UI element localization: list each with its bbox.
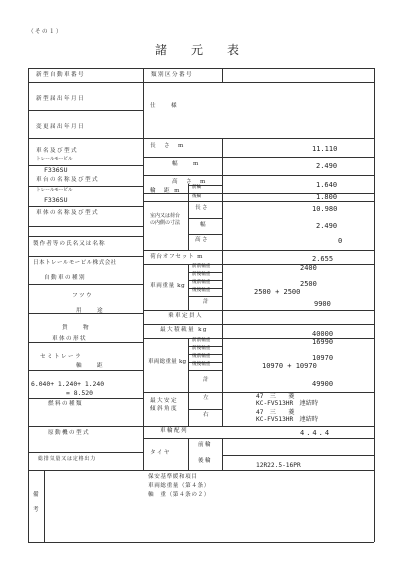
vehicle-weight-label: 車両重量 kg (150, 283, 186, 289)
weight-row1-value: 2400 (300, 264, 317, 272)
stability-left-value: 47 三 菱 (256, 393, 295, 400)
weight-rear-front-label: 後前軸重 (192, 280, 211, 285)
gross-row3-value: 10970 (312, 354, 334, 362)
sheet-number: （その１） (28, 29, 63, 35)
room-width-label: 幅 (200, 222, 207, 228)
tire-label: タイヤ (150, 450, 171, 456)
width-label: 幅 m (172, 161, 200, 167)
length-value: 11.110 (312, 145, 338, 153)
spec-label: 仕 様 (150, 103, 178, 109)
stability-angle-label: 最大安定傾斜角度 (150, 398, 178, 412)
car-type-value: フツウ (72, 293, 93, 299)
stability-right-value: 47 三 菱 (256, 409, 295, 416)
wheel-rear-label: 後輪 (192, 194, 202, 199)
max-load-value: 40000 (312, 330, 334, 338)
axle-value: 6.040+ 1.240+ 1.240 (31, 380, 105, 388)
gross-row1-value: 16990 (312, 338, 334, 346)
car-type-label: 自動車の種別 (44, 275, 86, 281)
gross-rear-front-label: 後前軸重 (192, 354, 211, 359)
wheel-front-label: 前輪 (192, 185, 202, 190)
room-length-value: 10.980 (312, 205, 338, 213)
weight-row4-value: 2500 + 2500 (254, 288, 301, 296)
stability-right-label: 右 (203, 412, 210, 418)
gross-rear-rear-label: 後後軸重 (192, 362, 211, 367)
manufacturer-label: 製作者等の氏名又は名称 (33, 241, 106, 247)
car-maker: トレールモービル (36, 157, 73, 162)
weight-front-front-label: 前前軸重 (192, 264, 211, 269)
notes-line-3: 軸 重（第４条の２） (148, 492, 210, 498)
room-length-label: 長さ (195, 205, 209, 211)
wheel-value: 1.800 (316, 193, 338, 201)
gross-front-front-label: 前前軸重 (192, 338, 211, 343)
weight-front-rear-label: 前後軸重 (192, 272, 211, 277)
gross-front-rear-label: 前後軸重 (192, 346, 211, 351)
offset-label: 荷台オフセット m (150, 254, 204, 260)
car-model: F336SU (44, 166, 68, 174)
usage-value: 貨 物 (62, 325, 90, 331)
notes-line-1: 保安基準緩和項目 (148, 474, 198, 480)
tire-rear-label: 後輪 (198, 458, 212, 464)
tire-front-label: 前輪 (198, 442, 212, 448)
room-width-value: 2.490 (316, 222, 338, 230)
notes-line-2: 車両総重量（第４条） (148, 483, 210, 489)
stability-left-vehicle: KC-FV513HR 連結時 (256, 400, 319, 407)
stability-left-label: 左 (203, 395, 210, 401)
tire-value: 12R22.5-16PR (256, 462, 301, 469)
offset-value: 2.655 (312, 255, 334, 263)
body-shape-label: 車体の形状 (52, 336, 87, 342)
weight-total-value: 9900 (314, 300, 331, 308)
shingata-number-label: 新型自動車番号 (36, 72, 85, 78)
gross-total-value: 49900 (312, 380, 334, 388)
max-load-label: 最大積載量 kg (160, 327, 208, 333)
usage-label: 用 途 (76, 308, 104, 314)
room-dimension-label: 室内又は荷台の内側の寸法 (150, 213, 181, 226)
wheel-arrangement-value: 4.4.4 (300, 429, 332, 437)
weight-rear-rear-label: 後後軸重 (192, 288, 211, 293)
weight-total-label: 計 (203, 299, 210, 305)
displacement-label: 総排気量又は定格出力 (38, 456, 97, 462)
wheel-arrangement-label: 車輪配列 (160, 428, 188, 434)
length-label: 長 さ m (150, 143, 185, 149)
axle-total: = 8.520 (66, 389, 93, 397)
body-shape-value: セミトレーラ (40, 354, 82, 360)
stability-right-vehicle: KC-FV513HR 連結時 (256, 416, 319, 423)
chassis-name-model-label: 車台の名称及び型式 (36, 177, 99, 183)
chassis-maker: トレールモービル (36, 188, 73, 193)
car-name-model-label: 車名及び型式 (36, 148, 78, 154)
capacity-label: 乗車定員人 (168, 313, 203, 319)
engine-model-label: 原動機の型式 (48, 430, 90, 436)
weight-row3-value: 2500 (300, 280, 317, 288)
manufacturer-name: 日本トレールモービル株式会社 (33, 260, 117, 266)
notes-label: 備 考 (33, 492, 45, 513)
height-label: 高 さ m (172, 179, 207, 185)
category-number-label: 類別区分番号 (151, 72, 193, 78)
gross-weight-label: 車両総重量 kg (148, 359, 187, 365)
room-height-label: 高さ (195, 237, 209, 243)
chassis-model: F336SU (44, 196, 68, 204)
page-title: 諸 元 表 (155, 43, 246, 57)
henko-date-label: 変更届出年月日 (36, 124, 85, 130)
height-value: 1.640 (316, 181, 338, 189)
room-height-value: 0 (338, 237, 343, 245)
axle-label: 軸 距 (76, 363, 104, 369)
gross-total-label: 計 (203, 377, 210, 383)
gross-row4-value: 10970 + 10970 (262, 362, 317, 370)
body-name-model-label: 車体の名称及び型式 (36, 210, 99, 216)
fuel-type-label: 燃料の種類 (48, 401, 83, 407)
width-value: 2.490 (316, 162, 338, 170)
shingata-date-label: 新型届出年月日 (36, 96, 85, 102)
wheelbase-label: 輪 距 m (150, 188, 181, 194)
